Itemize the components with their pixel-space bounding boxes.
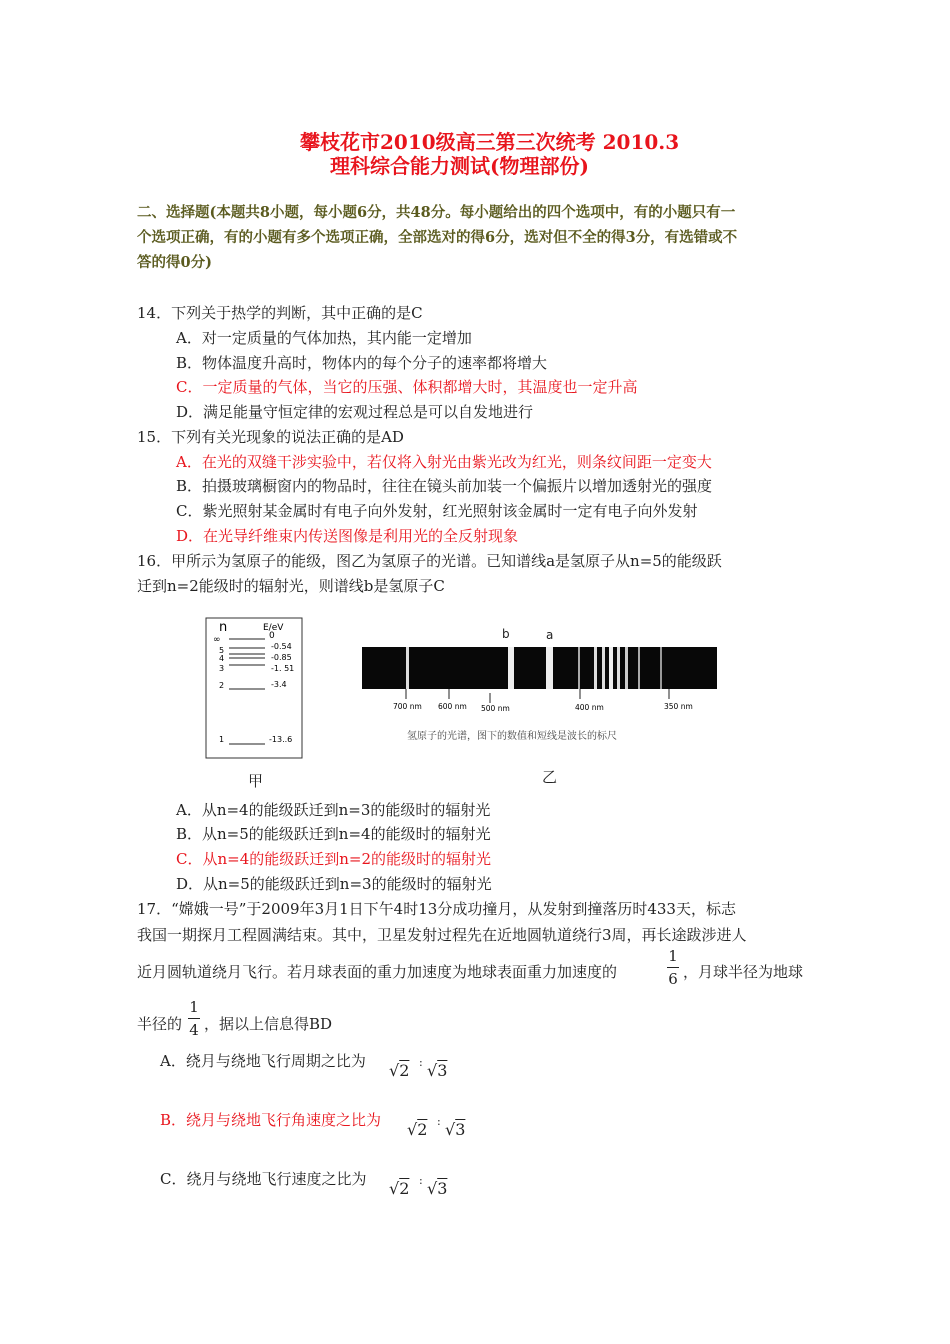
q17-stem-4: 半径的	[137, 1015, 183, 1033]
figure-jia-caption: 甲	[248, 772, 264, 790]
spectrum-line-b	[508, 647, 514, 689]
spectrum-line-a	[546, 647, 553, 689]
q17-stem-3: 近月圆轨道绕月飞行。若月球表面的重力加速度为地球表面重力加速度的	[137, 963, 618, 981]
sqrt-2: √2	[389, 1179, 410, 1198]
q14-stem: 14．下列关于热学的判断，其中正确的是C	[137, 304, 423, 322]
q15-stem: 15．下列有关光现象的说法正确的是AD	[137, 428, 404, 446]
q17-option-a: A．绕月与绕地飞行周期之比为	[160, 1052, 366, 1070]
energy-axis-label: E/eV	[263, 623, 284, 633]
spectrum-line	[660, 647, 662, 689]
page-title: 攀枝花市2010级高三第三次统考 2010.3	[300, 130, 680, 154]
scale-label-350: 350 nm	[664, 702, 693, 711]
ratio-colon: :	[419, 1174, 423, 1187]
section-line-1: 二、选择题(本题共8小题，每小题6分，共48分。每小题给出的四个选项中，有的小题只有一	[137, 204, 736, 221]
q16-option-a: A．从n=4的能级跃迁到n=3的能级时的辐射光	[176, 801, 491, 819]
q14-option-a: A．对一定质量的气体加热，其内能一定增加	[176, 329, 472, 347]
spectrum-label-a: a	[546, 628, 554, 642]
fraction-denominator: 4	[189, 1021, 199, 1039]
ratio-colon: :	[419, 1056, 423, 1069]
sqrt-3: √3	[427, 1179, 448, 1198]
q16-stem-2: 迁到n=2能级时的辐射光，则谱线b是氢原子C	[137, 577, 445, 595]
figure-yi-caption: 乙	[542, 768, 558, 786]
level-e-5: -0.54	[271, 642, 292, 651]
fraction-bar	[188, 1018, 200, 1019]
fraction-one-sixth	[667, 947, 679, 988]
q17-option-c: C．绕月与绕地飞行速度之比为	[160, 1170, 367, 1188]
level-n-1: 1	[219, 735, 225, 744]
q14-option-d: D．满足能量守恒定律的宏观过程总是可以自发地进行	[176, 403, 534, 421]
q17-stem-3b: ，月球半径为地球	[683, 963, 804, 981]
q14-option-c: C．一定质量的气体，当它的压强、体积都增大时，其温度也一定升高	[176, 378, 638, 396]
q17-stem-1: 17．“嫦娥一号”于2009年3月1日下午4时13分成功撞月，从发射到撞落历时433天，标志	[137, 900, 736, 918]
spectrum-line	[406, 647, 409, 689]
spectrum-band	[362, 647, 717, 689]
sqrt-3: √3	[445, 1120, 466, 1139]
section-line-3: 答的得0分)	[137, 254, 212, 271]
q16-option-b: B．从n=5的能级跃迁到n=4的能级时的辐射光	[176, 825, 491, 843]
spectrum-line	[638, 647, 640, 689]
level-n-4: 4	[219, 654, 225, 663]
level-e-1: -13..6	[269, 735, 293, 744]
n-axis-label: n	[219, 620, 228, 635]
level-e-inf: 0	[269, 631, 275, 641]
ratio-colon: :	[437, 1115, 441, 1128]
q15-option-d: D．在光导纤维束内传送图像是利用光的全反射现象	[176, 527, 519, 545]
scale-label-600: 600 nm	[438, 702, 467, 711]
level-n-2: 2	[219, 681, 225, 690]
scale-label-400: 400 nm	[575, 703, 604, 712]
spectrum-note: 氢原子的光谱，图下的数值和短线是波长的标尺	[407, 731, 617, 742]
fraction-numerator: 1	[668, 947, 678, 965]
scale-label-500: 500 nm	[481, 704, 510, 713]
level-n-inf: ∞	[213, 635, 221, 645]
page-subtitle: 理科综合能力测试(物理部份)	[330, 154, 589, 178]
spectrum-line	[617, 647, 620, 689]
q17-stem-4b: ，据以上信息得BD	[204, 1015, 333, 1033]
q15-option-c: C．紫光照射某金属时有电子向外发射，红光照射该金属时一定有电子向外发射	[176, 502, 698, 520]
scale-label-700: 700 nm	[393, 702, 422, 711]
q17-stem-2: 我国一期探月工程圆满结束。其中，卫星发射过程先在近地圆轨道绕行3周，再长途跋涉进人	[137, 926, 747, 944]
section-line-2: 个选项正确，有的小题有多个选项正确，全部选对的得6分，选对但不全的得3分，有选错或不	[137, 229, 738, 246]
fraction-bar	[667, 967, 679, 968]
q15-option-b: B．拍摄玻璃橱窗内的物品时，往往在镜头前加装一个偏振片以增加透射光的强度	[176, 477, 713, 495]
hydrogen-spectrum	[362, 647, 718, 717]
level-n-3: 3	[219, 664, 225, 673]
level-e-3: -1. 51	[271, 664, 295, 673]
sqrt-2: √2	[407, 1120, 428, 1139]
q17-option-b: B．绕月与绕地飞行角速度之比为	[160, 1111, 382, 1129]
q16-stem-1: 16．甲所示为氢原子的能级，图乙为氢原子的光谱。已知谱线a是氢原子从n=5的能级跃	[137, 552, 722, 570]
sqrt-3: √3	[427, 1061, 448, 1080]
q16-option-d: D．从n=5的能级跃迁到n=3的能级时的辐射光	[176, 875, 492, 893]
spectrum-line	[609, 647, 613, 689]
sqrt-2: √2	[389, 1061, 410, 1080]
spectrum-label-b: b	[502, 627, 510, 641]
level-n-5: 5	[219, 646, 225, 655]
fraction-denominator: 6	[668, 970, 678, 988]
q15-option-a: A．在光的双缝干涉实验中，若仅将入射光由紫光改为红光，则条纹间距一定变大	[176, 453, 712, 471]
level-e-4: -0.85	[271, 653, 292, 662]
spectrum-line	[594, 647, 597, 689]
spectrum-line	[625, 647, 628, 689]
spectrum-line	[602, 647, 605, 689]
fraction-numerator: 1	[189, 998, 199, 1016]
level-e-2: -3.4	[271, 680, 287, 689]
q16-option-c: C．从n=4的能级跃迁到n=2的能级时的辐射光	[176, 850, 492, 868]
q14-option-b: B．物体温度升高时，物体内的每个分子的速率都将增大	[176, 354, 548, 372]
spectrum-line	[578, 647, 580, 689]
fraction-one-quarter	[188, 998, 200, 1039]
